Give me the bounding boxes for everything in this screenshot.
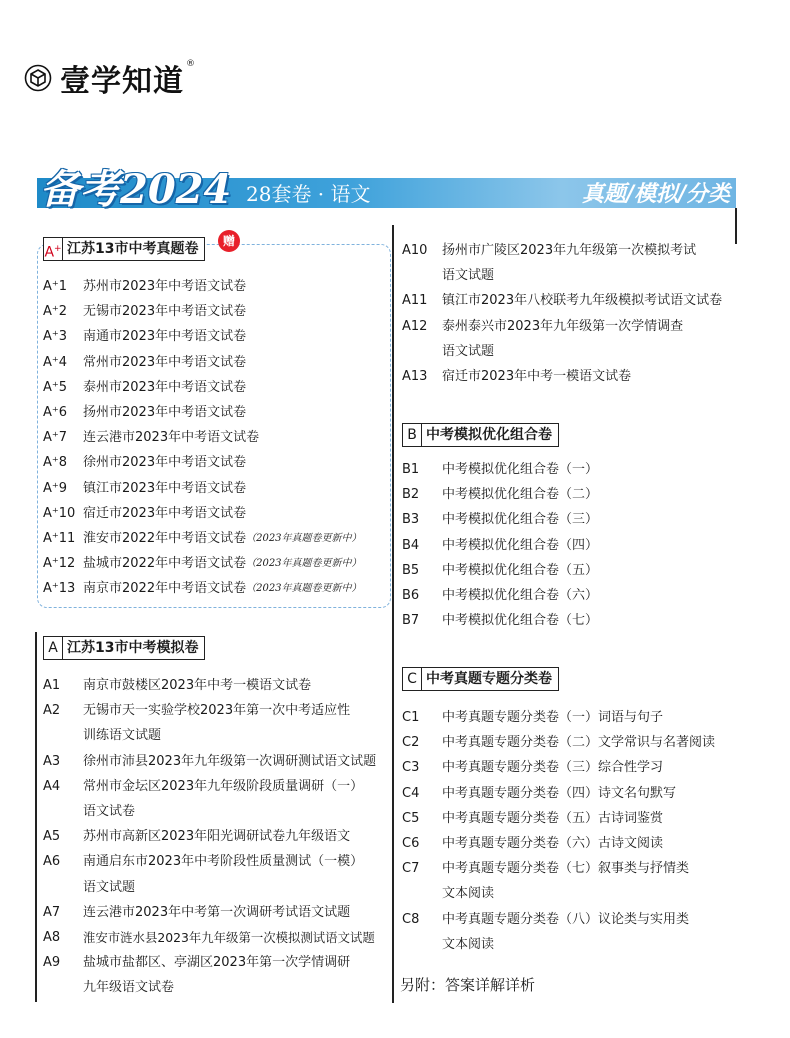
update-note: （2023年真题卷更新中） bbox=[246, 558, 362, 570]
section-header-aplus bbox=[43, 237, 205, 261]
list-item: A⁺3 南通市2023年中考语文试卷 bbox=[43, 329, 247, 345]
section-title: 中考模拟优化组合卷 bbox=[426, 427, 552, 443]
list-item: A⁺10 宿迁市2023年中考语文试卷 bbox=[43, 505, 247, 521]
b-list bbox=[402, 457, 598, 633]
list-item: A1 南京市鼓楼区2023年中考一模语文试卷 bbox=[43, 678, 312, 693]
list-item-continuation: 文本阅读 bbox=[442, 886, 495, 902]
banner-title: 备考2024 bbox=[40, 166, 232, 213]
list-item: A6 南通启东市2023年中考阶段性质量测试（一模） bbox=[43, 854, 364, 870]
section-title: 中考真题专题分类卷 bbox=[426, 671, 552, 687]
list-item: C7 中考真题专题分类卷（七）叙事类与抒情类 bbox=[402, 861, 690, 877]
answer-key-note: 另附：答案详解详析 bbox=[400, 976, 536, 994]
cube-icon bbox=[24, 64, 52, 92]
list-item: A⁺6 扬州市2023年中考语文试卷 bbox=[43, 405, 247, 421]
list-item: A11 镇江市2023年八校联考九年级模拟考试语文试卷 bbox=[402, 293, 723, 309]
list-item: B4 中考模拟优化组合卷（四） bbox=[402, 537, 599, 553]
list-item: A⁺9 镇江市2023年中考语文试卷 bbox=[43, 480, 247, 496]
list-item: C5 中考真题专题分类卷（五）古诗词鉴赏 bbox=[402, 810, 664, 826]
right-column-rule bbox=[735, 208, 737, 244]
list-item: A⁺5 泰州市2023年中考语文试卷 bbox=[43, 379, 247, 395]
section-title: 江苏13市中考真题卷 bbox=[67, 241, 199, 257]
a-list bbox=[43, 673, 376, 1001]
list-item: A3 徐州市沛县2023年九年级第一次调研测试语文试题 bbox=[43, 753, 377, 769]
list-item: C6 中考真题专题分类卷（六）古诗文阅读 bbox=[402, 836, 664, 852]
section-header-c bbox=[402, 667, 559, 691]
section-letter: A bbox=[44, 637, 63, 659]
list-item: C4 中考真题专题分类卷（四）诗文名句默写 bbox=[402, 785, 677, 801]
list-item-continuation: 训练语文试题 bbox=[83, 728, 162, 744]
brand-name: 壹学知道 bbox=[60, 64, 184, 99]
list-item: A⁺2 无锡市2023年中考语文试卷 bbox=[43, 304, 247, 320]
list-item-continuation: 九年级语文试卷 bbox=[83, 980, 175, 996]
list-item: C2 中考真题专题分类卷（二）文学常识与名著阅读 bbox=[402, 735, 716, 751]
list-item: A12 泰州泰兴市2023年九年级第一次学情调查 bbox=[402, 318, 684, 334]
list-item: C8 中考真题专题分类卷（八）议论类与实用类 bbox=[402, 911, 690, 927]
section-letter: A+ bbox=[44, 238, 63, 260]
registered-mark: ® bbox=[186, 59, 195, 69]
list-item: B6 中考模拟优化组合卷（六） bbox=[402, 588, 599, 604]
list-item: A13 宿迁市2023年中考一模语文试卷 bbox=[402, 369, 632, 385]
list-item: A5 苏州市高新区2023年阳光调研试卷九年级语文 bbox=[43, 829, 351, 845]
list-item: B7 中考模拟优化组合卷（七） bbox=[402, 613, 599, 629]
section-header-b bbox=[402, 423, 559, 447]
list-item: A2 无锡市天一实验学校2023年第一次中考适应性 bbox=[43, 703, 351, 719]
list-item-continuation: 语文试题 bbox=[83, 879, 136, 895]
list-item: B5 中考模拟优化组合卷（五） bbox=[402, 562, 599, 578]
list-item: C3 中考真题专题分类卷（三）综合性学习 bbox=[402, 760, 664, 776]
left-column-rule bbox=[35, 632, 37, 1002]
section-title: 江苏13市中考模拟卷 bbox=[67, 640, 199, 656]
update-note: （2023年真题卷更新中） bbox=[246, 583, 362, 595]
list-item: A10 扬州市广陵区2023年九年级第一次模拟考试 bbox=[402, 243, 697, 258]
list-item: A⁺7 连云港市2023年中考语文试卷 bbox=[43, 430, 260, 446]
list-item: A8 淮安市涟水县2023年九年级第一次模拟测试语文试题 bbox=[43, 930, 375, 946]
list-item: B3 中考模拟优化组合卷（三） bbox=[402, 512, 599, 528]
list-item-continuation: 语文试题 bbox=[442, 268, 495, 284]
list-item: A⁺8 徐州市2023年中考语文试卷 bbox=[43, 455, 247, 471]
list-item: A⁺1 苏州市2023年中考语文试卷 bbox=[43, 279, 247, 294]
banner-tagline: 真题/模拟/分类 bbox=[581, 181, 730, 207]
banner-subtitle: 28套卷 · 语文 bbox=[246, 182, 371, 206]
list-item: A4 常州市金坛区2023年九年级阶段质量调研（一） bbox=[43, 778, 364, 794]
gift-badge: 赠 bbox=[218, 230, 240, 252]
list-item: A⁺4 常州市2023年中考语文试卷 bbox=[43, 354, 247, 370]
list-item: B1 中考模拟优化组合卷（一） bbox=[402, 462, 599, 477]
section-letter: B bbox=[403, 424, 422, 446]
list-item: C1 中考真题专题分类卷（一）词语与句子 bbox=[402, 710, 664, 725]
list-item: A9 盐城市盐都区、亭湖区2023年第一次学情调研 bbox=[43, 955, 351, 971]
update-note: （2023年真题卷更新中） bbox=[246, 533, 362, 545]
aplus-list bbox=[43, 274, 362, 602]
section-letter: C bbox=[403, 668, 422, 690]
a-cont-list bbox=[402, 238, 722, 389]
middle-column-rule bbox=[392, 225, 394, 1003]
list-item: A⁺11 淮安市2022年中考语文试卷 （2023年真题卷更新中） bbox=[43, 526, 362, 551]
list-item: A7 连云港市2023年中考第一次调研考试语文试题 bbox=[43, 904, 351, 920]
list-item-continuation: 语文试题 bbox=[442, 343, 495, 359]
list-item: B2 中考模拟优化组合卷（二） bbox=[402, 487, 599, 503]
list-item: A⁺12 盐城市2022年中考语文试卷 （2023年真题卷更新中） bbox=[43, 551, 362, 576]
section-header-a bbox=[43, 636, 205, 660]
list-item: A⁺13 南京市2022年中考语文试卷 （2023年真题卷更新中） bbox=[43, 576, 362, 601]
list-item-continuation: 文本阅读 bbox=[442, 936, 495, 952]
brand-logo bbox=[24, 58, 193, 98]
c-list bbox=[402, 705, 715, 957]
list-item-continuation: 语文试卷 bbox=[83, 804, 136, 820]
